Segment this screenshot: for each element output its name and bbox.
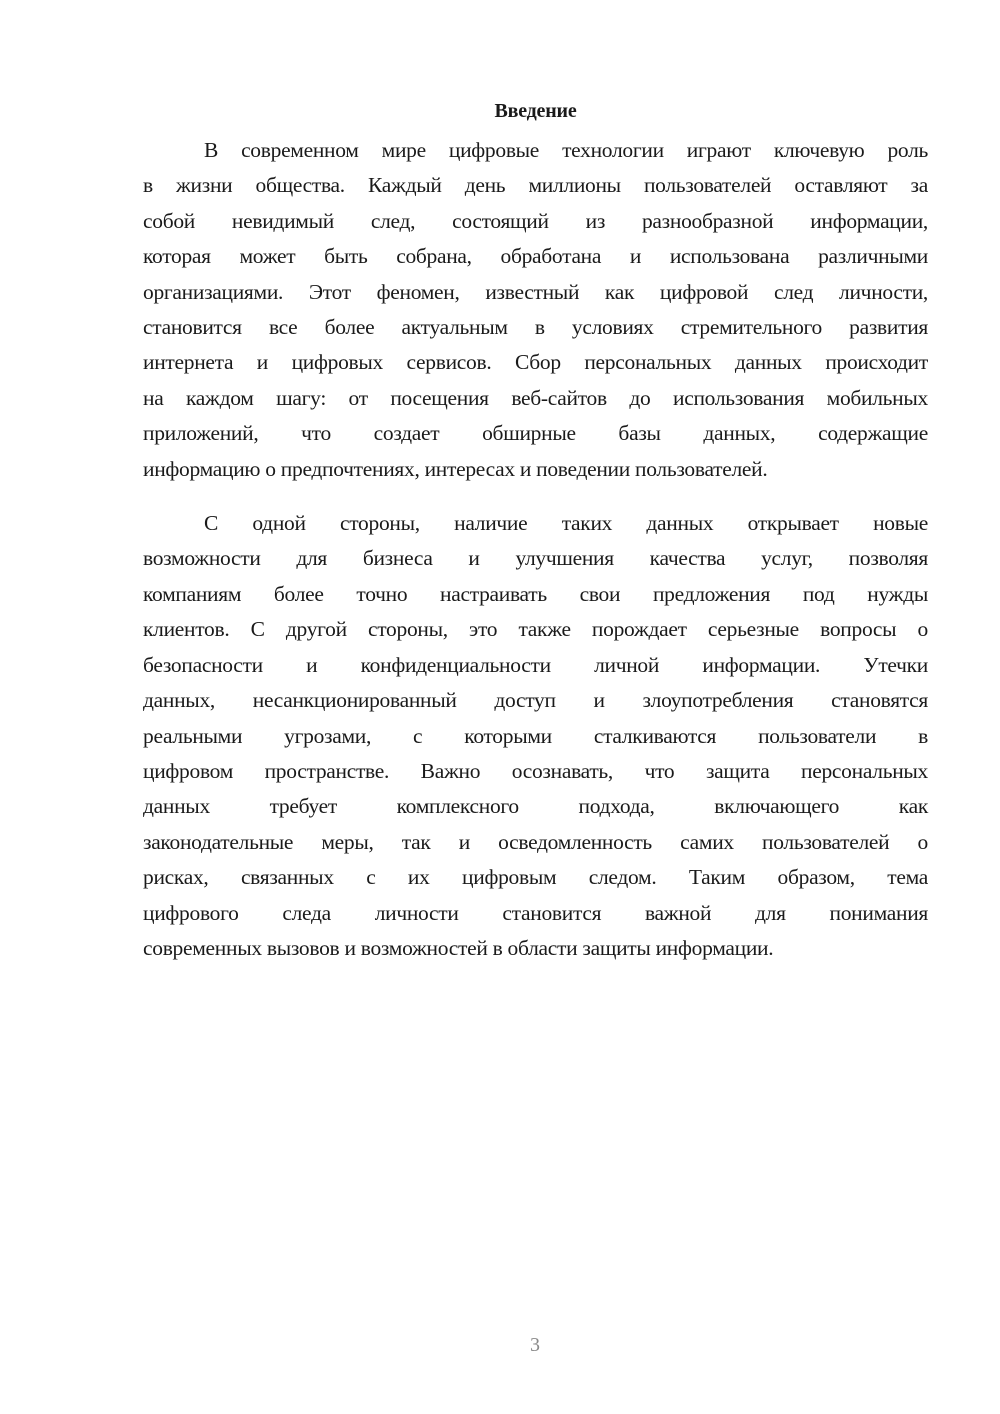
paragraph-line: данных, несанкционированный доступ и злоупотребления становятся [143, 688, 928, 713]
paragraph-2 [143, 506, 928, 966]
paragraph-line: собой невидимый след, состоящий из разнообразной информации, [143, 208, 928, 233]
paragraph-line: современных вызовов и возможностей в области защиты информации. [143, 935, 774, 960]
paragraph-line: С одной стороны, наличие таких данных открывает новые [204, 511, 928, 536]
paragraph-line: возможности для бизнеса и улучшения качества услуг, позволяя [143, 546, 928, 571]
paragraph-line: реальными угрозами, с которыми сталкиваются пользователи в [143, 723, 928, 748]
paragraph-line: в жизни общества. Каждый день миллионы пользователей оставляют за [143, 173, 928, 198]
paragraph-line: компаниям более точно настраивать свои предложения под нужды [143, 581, 928, 606]
paragraph-line: становится все более актуальным в условиях стремительного развития [143, 315, 928, 340]
page-content [143, 93, 928, 966]
paragraph-line: данных требует комплексного подхода, включающего как [143, 794, 928, 819]
paragraph-line: организациями. Этот феномен, известный как цифровой след личности, [143, 279, 928, 304]
section-title: Введение [494, 100, 577, 122]
paragraph-line: информацию о предпочтениях, интересах и поведении пользователей. [143, 456, 768, 481]
paragraph-line: безопасности и конфиденциальности личной информации. Утечки [143, 652, 928, 677]
paragraph-1 [143, 133, 928, 487]
paragraph-line: приложений, что создает обширные базы данных, содержащие [143, 421, 928, 446]
page-number: 3 [530, 1334, 540, 1356]
paragraph-line: клиентов. С другой стороны, это также порождает серьезные вопросы о [143, 617, 928, 642]
paragraph-line: на каждом шагу: от посещения веб-сайтов до использования мобильных [143, 385, 928, 410]
paragraph-line: цифрового следа личности становится важной для понимания [143, 900, 928, 925]
paragraph-line: законодательные меры, так и осведомленность самих пользователей о [143, 829, 928, 854]
paragraph-line: которая может быть собрана, обработана и использована различными [143, 244, 928, 269]
paragraph-line: цифровом пространстве. Важно осознавать, что защита персональных [143, 758, 928, 783]
paragraph-line: интернета и цифровых сервисов. Сбор персональных данных происходит [143, 350, 928, 375]
paragraph-line: рисках, связанных с их цифровым следом. Таким образом, тема [143, 865, 928, 890]
paragraph-line: В современном мире цифровые технологии играют ключевую роль [204, 138, 928, 162]
